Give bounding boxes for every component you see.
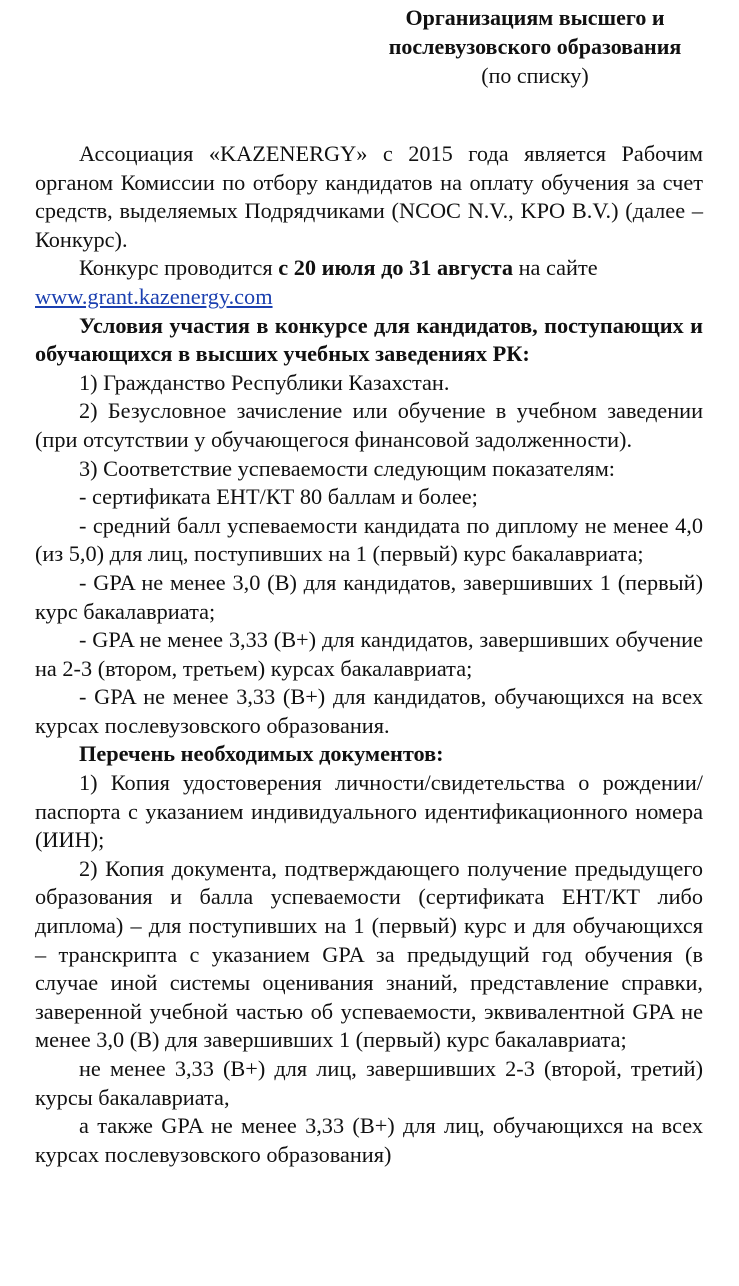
condition-item: - GPA не менее 3,0 (B) для кандидатов, завершивших 1 (первый) курс бакалавриата;: [35, 569, 703, 624]
condition-item: - средний балл успеваемости кандидата по диплому не менее 4,0 (из 5,0) для лиц, поступивших на 1 (первый) курс бакалавриата;: [35, 512, 703, 567]
addressee-line-2: послевузовского образования: [388, 34, 682, 59]
condition-item: - GPA не менее 3,33 (B+) для кандидатов, завершивших обучение на 2-3 (втором, третьем) курсах бакалавриата;: [35, 627, 703, 681]
document-item: а также GPA не менее 3,33 (B+) для лиц, обучающихся на всех курсах послевузовского образования): [35, 1113, 703, 1167]
website-link[interactable]: www.grant.kazenergy.com: [35, 283, 273, 309]
contest-dates-text-after: на сайте: [513, 255, 598, 281]
documents-heading: [35, 740, 703, 769]
document-item: 2) Копия документа, подтверждающего получение предыдущего образования и балла успеваемости (сертификата ЕНТ/КТ либо диплома) – для поступивших на 1 (первый) курс и для обучающихся – транскрипта с указанием GPA за предыдущий год обучения (в случае иной системы оценивания знаний, представление справки, заверенной учебной частью об успеваемости, эквивалентной GPA не менее 3,0 (B) для завершивших 1 (первый) курс бакалавриата;: [35, 855, 703, 1053]
documents-heading-text: Перечень необходимых документов:: [79, 741, 444, 767]
condition-item: - сертификата ЕНТ/КТ 80 баллам и более;: [79, 484, 478, 510]
contest-dates-bold: с 20 июля до 31 августа: [278, 255, 514, 281]
contest-dates-text-before: Конкурс проводится: [79, 255, 279, 281]
addressee-line-1: Организациям высшего и: [405, 5, 665, 30]
condition-item: 3) Соответствие успеваемости следующим показателям:: [79, 455, 615, 481]
website-line: [35, 283, 703, 312]
contest-dates-paragraph: [35, 254, 703, 283]
addressee-block: [340, 3, 730, 90]
conditions-heading-text: Условия участия в конкурсе для кандидатов, поступающих и обучающихся в высших учебных заведениях РК:: [35, 312, 703, 367]
condition-item: - GPA не менее 3,33 (B+) для кандидатов, обучающихся на всех курсах послевузовского образования.: [35, 684, 703, 738]
letter-body: [35, 140, 703, 1169]
document-item: 1) Копия удостоверения личности/свидетельства о рождении/паспорта с указанием индивидуального идентификационного номера (ИИН);: [35, 770, 703, 853]
condition-item: 1) Гражданство Республики Казахстан.: [79, 369, 450, 395]
addressee-line-3: (по списку): [481, 63, 589, 88]
condition-item: 2) Безусловное зачисление или обучение в учебном заведении (при отсутствии у обучающегося финансовой задолженности).: [35, 398, 703, 452]
document-item: не менее 3,33 (B+) для лиц, завершивших 2-3 (второй, третий) курсы бакалавриата,: [35, 1056, 703, 1110]
intro-paragraph: Ассоциация «KAZENERGY» с 2015 года является Рабочим органом Комиссии по отбору кандидатов на оплату обучения за счет средств, выделяемых Подрядчиками (NCOC N.V., KPO B.V.) (далее – Конкурс).: [35, 141, 703, 252]
conditions-heading: [35, 312, 703, 369]
